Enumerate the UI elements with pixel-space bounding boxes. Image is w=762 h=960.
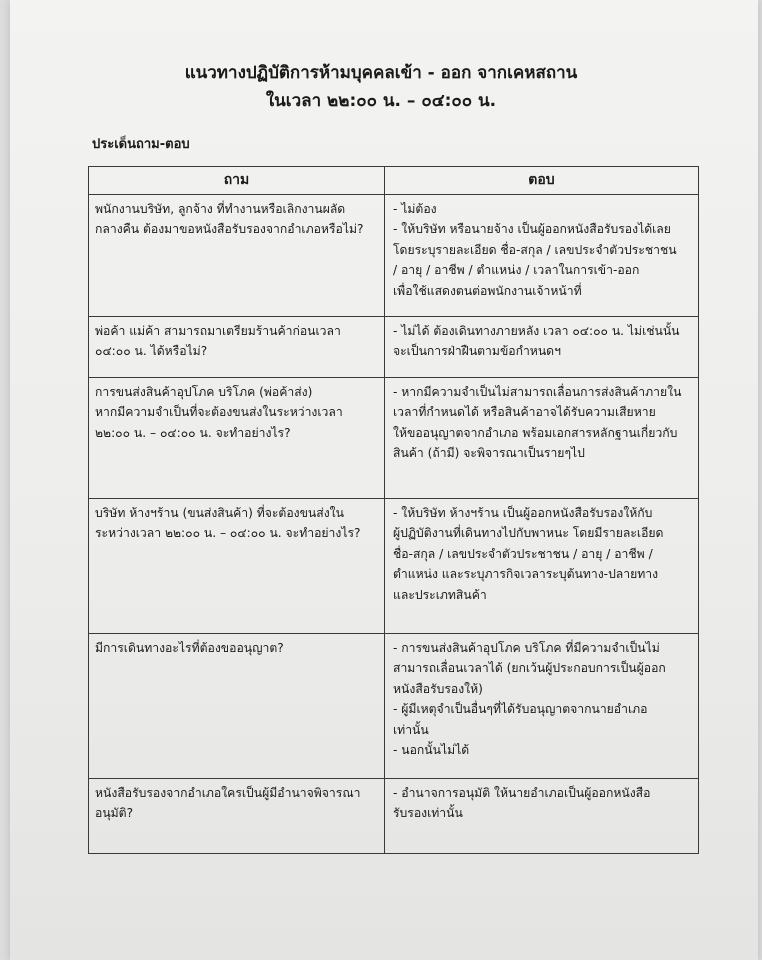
answer-cell bbox=[385, 377, 699, 498]
question-cell bbox=[89, 778, 385, 853]
answer-line: เท่านั้น bbox=[393, 722, 429, 737]
header-answer: ตอบ bbox=[385, 167, 699, 195]
section-label: ประเด็นถาม-ตอบ bbox=[92, 137, 190, 152]
answer-line: ชื่อ-สกุล / เลขประจำตัวประชาชน / อายุ / อาชีพ / bbox=[393, 546, 653, 561]
question-line: ๒๒:๐๐ น. – ๐๔:๐๐ น. จะทำอย่างไร? bbox=[95, 425, 291, 440]
answer-line: สินค้า (ถ้ามี) จะพิจารณาเป็นรายๆไป bbox=[393, 446, 585, 460]
answer-line: - ผู้มีเหตุจำเป็นอื่นๆที่ได้รับอนุญาตจากนายอำเภอ bbox=[393, 702, 648, 716]
question-line: พ่อค้า แม่ค้า สามารถมาเตรียมร้านค้าก่อนเวลา bbox=[95, 323, 341, 338]
answer-cell bbox=[385, 633, 699, 778]
question-line: ๐๔:๐๐ น. ได้หรือไม่? bbox=[95, 344, 208, 358]
answer-line: ผู้ปฏิบัติงานที่เดินทางไปกับพาหนะ โดยมีรายละเอียด bbox=[393, 526, 664, 540]
question-line: มีการเดินทางอะไรที่ต้องขออนุญาต? bbox=[95, 640, 284, 655]
answer-cell bbox=[385, 498, 699, 633]
question-line: การขนส่งสินค้าอุปโภค บริโภค (พ่อค้าส่ง) bbox=[95, 384, 313, 399]
question-line: หนังสือรับรองจากอำเภอใครเป็นผู้มีอำนาจพิจารณา bbox=[95, 785, 361, 800]
answer-cell bbox=[385, 778, 699, 853]
answer-line: - ไม่ได้ ต้องเดินทางภายหลัง เวลา ๐๔:๐๐ น. ไม่เช่นนั้น bbox=[393, 323, 680, 338]
answer-line: - ให้บริษัท ห้างฯร้าน เป็นผู้ออกหนังสือรับรองให้กับ bbox=[393, 505, 653, 520]
question-line: หากมีความจำเป็นที่จะต้องขนส่งในระหว่างเวลา bbox=[95, 405, 343, 419]
table-row bbox=[89, 498, 699, 633]
answer-line: ตำแหน่ง และระบุภารกิจเวลาระบุต้นทาง-ปลายทาง bbox=[393, 567, 659, 581]
answer-line: / อายุ / อาชีพ / ตำแหน่ง / เวลาในการเข้า-ออก bbox=[393, 263, 640, 277]
question-cell bbox=[89, 633, 385, 778]
answer-line: ให้ขออนุญาตจากอำเภอ พร้อมเอกสารหลักฐานเกี่ยวกับ bbox=[393, 425, 678, 440]
answer-line: - ให้บริษัท หรือนายจ้าง เป็นผู้ออกหนังสือรับรองได้เลย bbox=[393, 222, 671, 236]
answer-line: และประเภทสินค้า bbox=[393, 587, 487, 602]
question-line: พนักงานบริษัท, ลูกจ้าง ที่ทำงานหรือเลิกงานผลัด bbox=[95, 201, 346, 216]
table-row bbox=[89, 377, 699, 498]
table-row bbox=[89, 778, 699, 853]
answer-line: - อำนาจการอนุมัติ ให้นายอำเภอเป็นผู้ออกหนังสือ bbox=[393, 785, 651, 800]
question-line: กลางคืน ต้องมาขอหนังสือรับรองจากอำเภอหรือไม่? bbox=[95, 222, 364, 236]
question-cell bbox=[89, 498, 385, 633]
answer-line: เพื่อใช้แสดงตนต่อพนักงานเจ้าหน้าที่ bbox=[393, 283, 582, 298]
table-header-row bbox=[89, 167, 699, 195]
question-cell bbox=[89, 194, 385, 316]
question-cell bbox=[89, 316, 385, 377]
qa-table bbox=[88, 166, 699, 854]
answer-line: โดยระบุรายละเอียด ชื่อ-สกุล / เลขประจำตัวประชาชน bbox=[393, 242, 677, 257]
document-title: แนวทางปฏิบัติการห้ามบุคคลเข้า - ออก จากเคหสถาน bbox=[184, 63, 578, 83]
answer-cell bbox=[385, 316, 699, 377]
table-row bbox=[89, 316, 699, 377]
question-line: อนุมัติ? bbox=[95, 806, 134, 820]
header-question: ถาม bbox=[89, 167, 385, 195]
answer-line: - ไม่ต้อง bbox=[393, 201, 437, 216]
answer-line: - นอกนั้นไม่ได้ bbox=[393, 743, 470, 757]
table-row bbox=[89, 633, 699, 778]
document-subtitle: ในเวลา ๒๒:๐๐ น. – ๐๔:๐๐ น. bbox=[265, 91, 497, 111]
answer-line: - หากมีความจำเป็นไม่สามารถเลื่อนการส่งสินค้าภายใน bbox=[393, 384, 682, 399]
answer-line: สามารถเลื่อนเวลาได้ (ยกเว้นผู้ประกอบการเป็นผู้ออก bbox=[393, 661, 666, 675]
table-row bbox=[89, 194, 699, 316]
answer-cell bbox=[385, 194, 699, 316]
answer-line: เวลาที่กำหนดได้ หรือสินค้าอาจได้รับความเสียหาย bbox=[393, 405, 656, 419]
answer-line: รับรองเท่านั้น bbox=[393, 806, 463, 820]
question-line: บริษัท ห้างฯร้าน (ขนส่งสินค้า) ที่จะต้องขนส่งใน bbox=[95, 505, 344, 520]
question-line: ระหว่างเวลา ๒๒:๐๐ น. – ๐๔:๐๐ น. จะทำอย่างไร? bbox=[95, 526, 361, 540]
answer-line: - การขนส่งสินค้าอุปโภค บริโภค ที่มีความจำเป็นไม่ bbox=[393, 640, 660, 655]
answer-line: หนังสือรับรองให้) bbox=[393, 681, 483, 696]
answer-line: จะเป็นการฝ่าฝืนตามข้อกำหนดฯ bbox=[393, 344, 561, 358]
question-cell bbox=[89, 377, 385, 498]
